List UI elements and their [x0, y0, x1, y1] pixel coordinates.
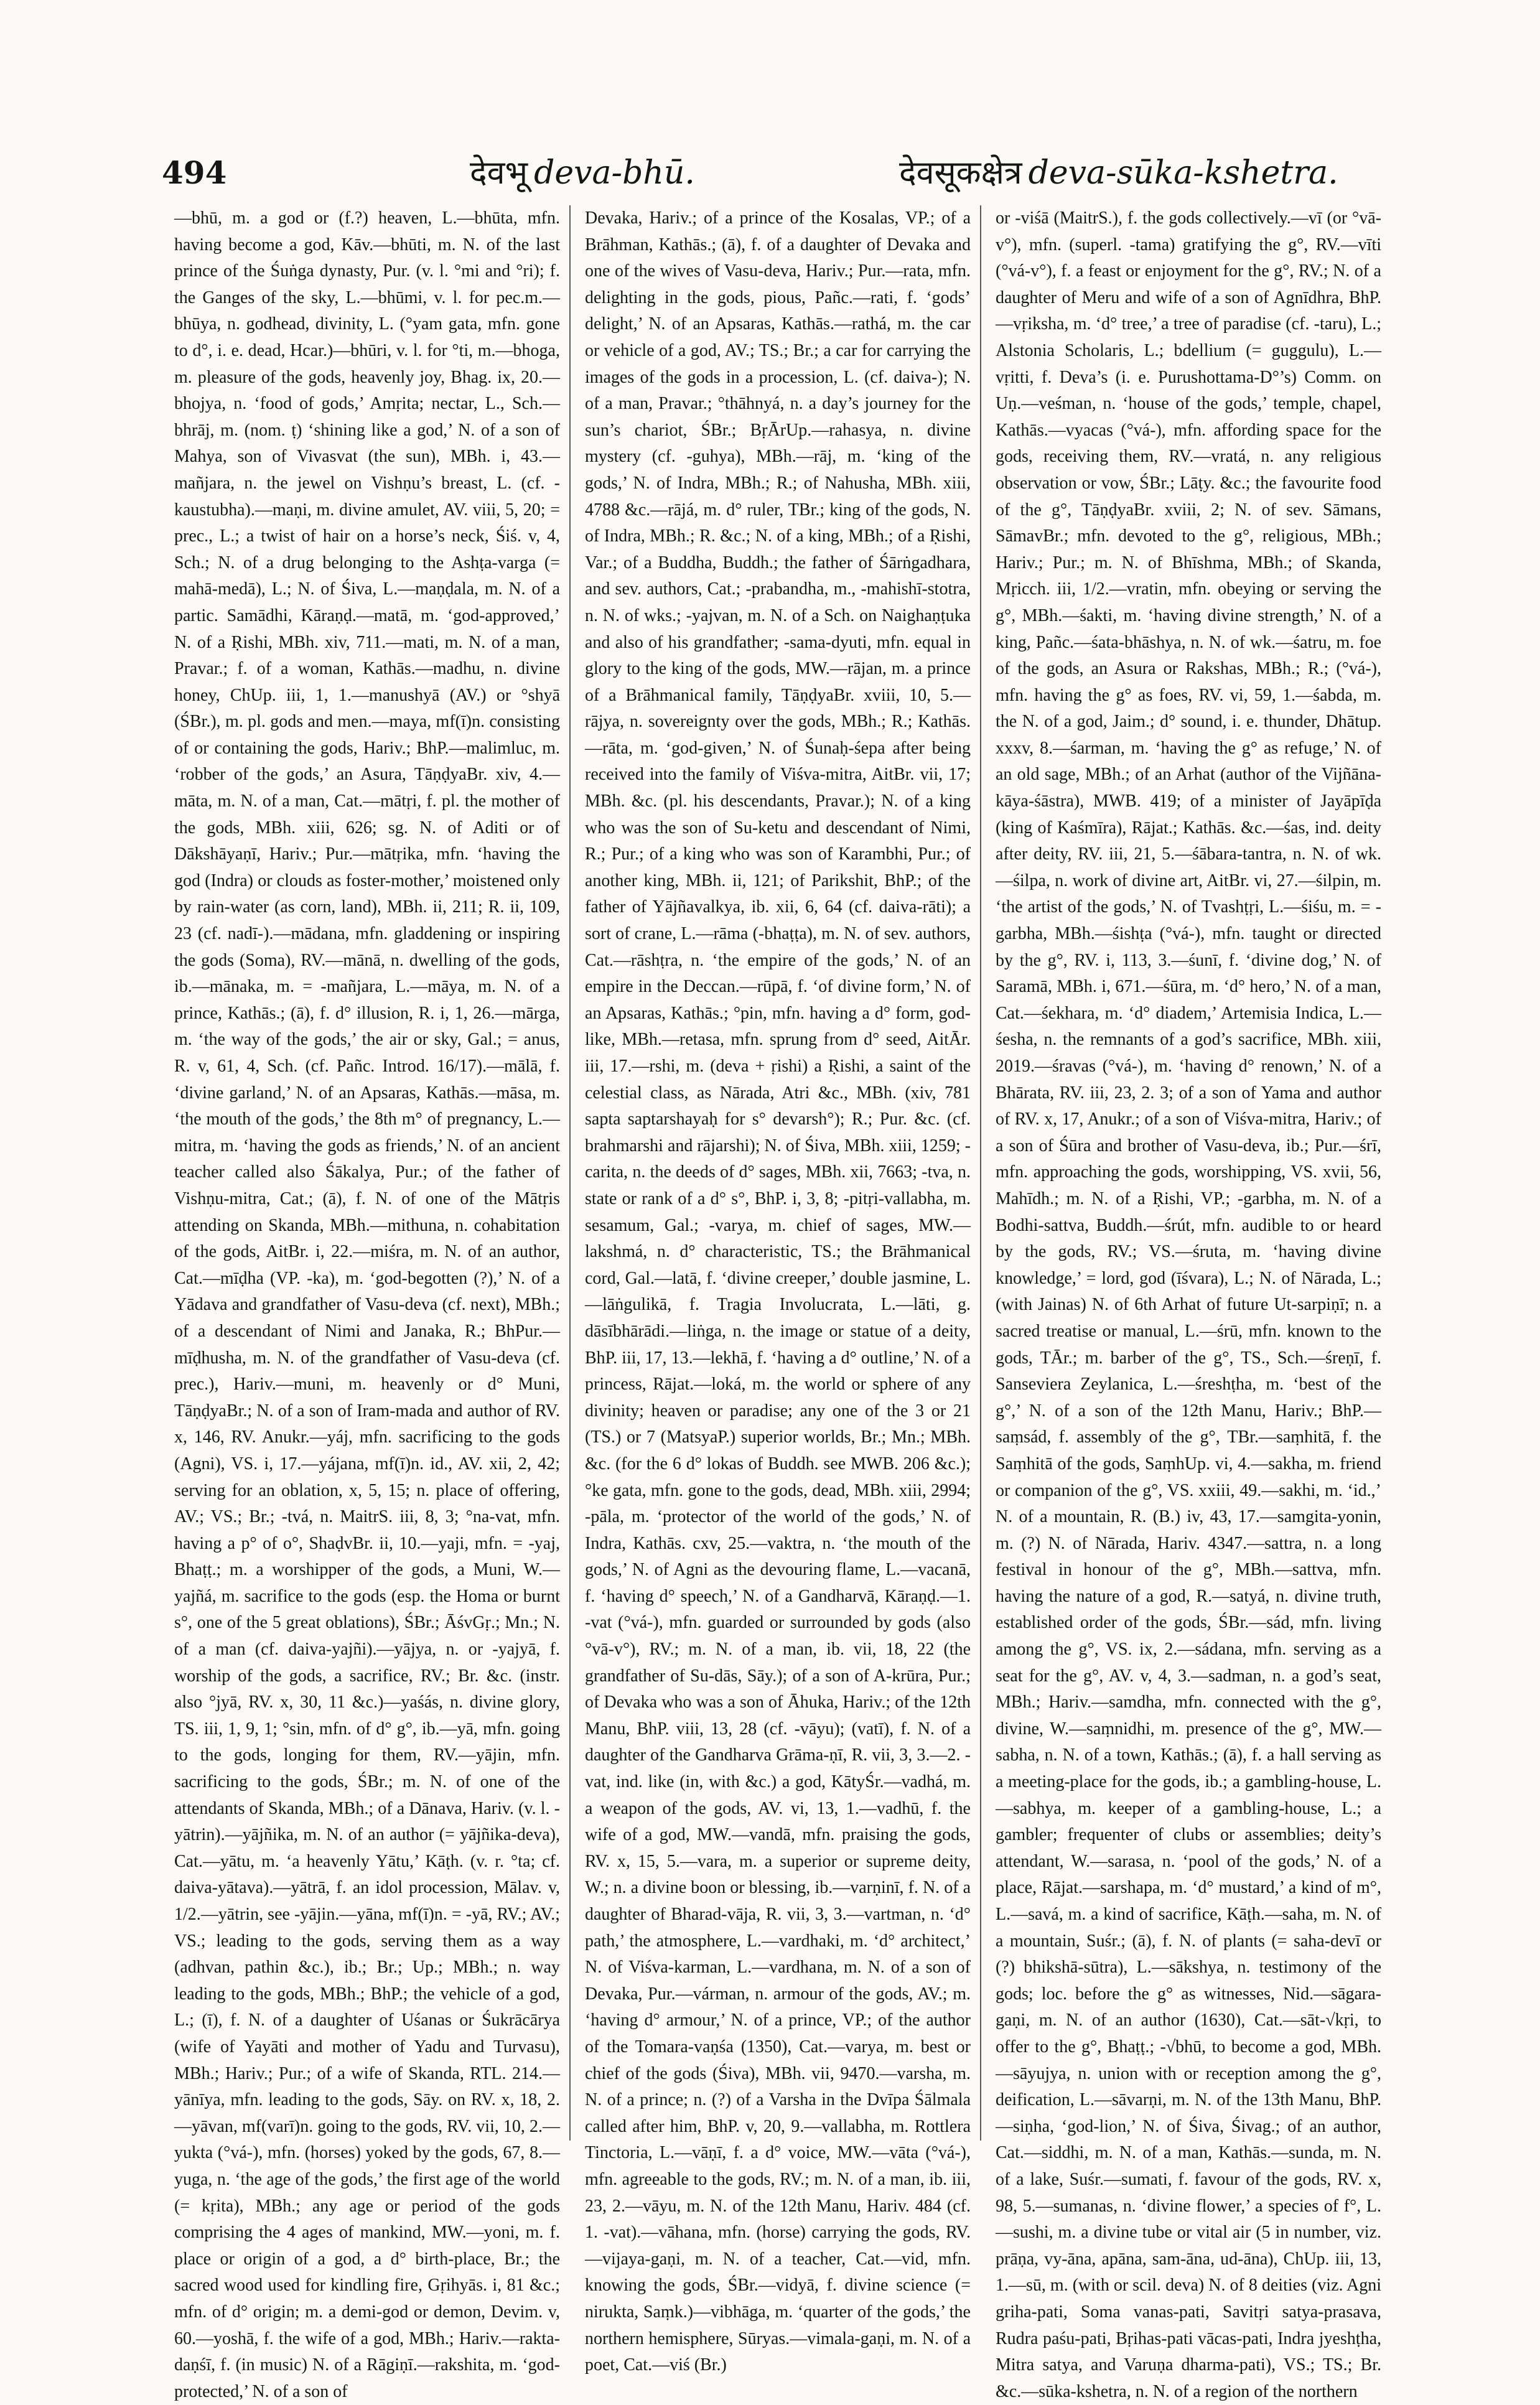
right-running-head	[899, 149, 1338, 194]
page-number: 494	[162, 154, 227, 191]
left-headword-roman: deva-bhū.	[534, 154, 695, 192]
right-headword-devanagari: देवसूकक्षेत्र	[899, 154, 1022, 192]
column-3: or -viśā (MaitrS.), f. the gods collectively.—vī (or °vā-v°), mfn. (superl. -tama) gratifying the g°, RV.—vīti (°vá-v°), f. a feast or enjoyment for the g°, RV.; N. of a daughter of Meru and wife of a son of Agnīdhra, BhP.—vṛiksha, m. ‘d° tree,’ a tree of paradise (cf. -taru), L.; Alstonia Scholaris, L.; bdellium (= guggulu), L.—vṛitti, f. Deva’s (i. e. Purushottama-D°’s) Comm. on Uṇ.—veśman, n. ‘house of the gods,’ temple, chapel, Kathās.—vyacas (°vá-), mfn. affording space for the gods, receiving them, RV.—vratá, n. any religious observation or vow, ŚBr.; Lāṭy. &c.; the favourite food of the g°, TāṇḍyaBr. xviii, 2; N. of sev. Sāmans, SāmavBr.; mfn. devoted to the g°, religious, MBh.; Hariv.; Pur.; m. N. of Bhīshma, MBh.; of Skanda, Mṛicch. iii, 1/2.—vratin, mfn. obeying or serving the g°, MBh.—śakti, m. ‘having divine strength,’ N. of a king, Pañc.—śata-bhāshya, n. N. of wk.—śatru, m. foe of the gods, an Asura or Rakshas, MBh.; R.; (°vá-), mfn. having the g° as foes, RV. vi, 59, 1.—śabda, m. the N. of a god, Jaim.; d° sound, i. e. thunder, Dhātup. xxxv, 8.—śarman, m. ‘having the g° as refuge,’ N. of an old sage, MBh.; of an Arhat (author of the Vijñāna-kāya-śāstra), MWB. 419; of a minister of Jayāpīḍa (king of Kaśmīra), Rājat.; Kathās. &c.—śas, ind. deity after deity, RV. iii, 21, 5.—śābara-tantra, n. N. of wk.—śilpa, n. work of divine art, AitBr. vi, 27.—śilpin, m. ‘the artist of the gods,’ N. of Tvashṭṛi, L.—śiśu, m. = -garbha, MBh.—śishṭa (°vá-), mfn. taught or directed by the g°, RV. i, 113, 3.—śunī, f. ‘divine dog,’ N. of Saramā, MBh. i, 671.—śūra, m. ‘d° hero,’ N. of a man, Cat.—śekhara, m. ‘d° diadem,’ Artemisia Indica, L.—śesha, n. the remnants of a god’s sacrifice, MBh. xiii, 2019.—śravas (°vá-), m. ‘having d° renown,’ N. of a Bhārata, RV. iii, 23, 2. 3; of a son of Yama and author of RV. x, 17, Anukr.; of a son of Viśva-mitra, Hariv.; of a son of Śūra and brother of Vasu-deva, ib.; Pur.—śrī, mfn. approaching the gods, worshipping, VS. xvii, 56, Mahīdh.; m. N. of a Ṛishi, VP.; -garbha, m. N. of a Bodhi-sattva, Buddh.—śrút, mfn. audible to or heard by the gods, RV.; VS.—śruta, m. ‘having divine knowledge,’ = lord, god (īśvara), L.; N. of Nārada, L.; (with Jainas) N. of 6th Arhat of future Ut-sarpiṇī; n. a sacred treatise or manual, L.—śrū, mfn. known to the gods, TĀr.; m. barber of the g°, TS., Sch.—śreṇī, f. Sanseviera Zeylanica, L.—śreshṭha, m. ‘best of the g°,’ N. of a son of the 12th Manu, Hariv.; BhP.—saṃsád, f. assembly of the g°, TBr.—saṃhitā, f. the Saṃhitā of the gods, SaṃhUp. vi, 4.—sakha, m. friend or companion of the g°, VS. xxiii, 49.—sakhi, m. ‘id.,’ N. of a mountain, R. (B.) iv, 43, 17.—samgita-yonin, m. (?) N. of Nārada, Hariv. 4347.—sattra, n. a long festival in honour of the g°, MBh.—sattva, mfn. having the nature of a god, R.—satyá, n. divine truth, established order of the gods, ŚBr.—sád, mfn. living among the g°, VS. ix, 2.—sádana, mfn. serving as a seat for the g°, AV. v, 4, 3.—sadman, n. a god’s seat, MBh.; Hariv.—samdha, mfn. connected with the g°, divine, W.—saṃnidhi, m. presence of the g°, MW.—sabha, n. N. of a town, Kathās.; (ā), f. a hall serving as a meeting-place for the gods, ib.; a gambling-house, L.—sabhya, m. keeper of a gambling-house, L.; a gambler; frequenter of clubs or assemblies; deity’s attendant, W.—sarasa, n. ‘pool of the gods,’ N. of a place, Rājat.—sarshapa, m. ‘d° mustard,’ a kind of m°, L.—savá, m. a kind of sacrifice, Kāṭh.—saha, m. N. of a mountain, Suśr.; (ā), f. N. of plants (= saha-devī or (?) bhikshā-sūtra), L.—sākshya, n. testimony of the gods; loc. before the g° as witnesses, Nid.—sāgara-gaṇi, m. N. of an author (1630), Cat.—sāt-√kṛi, to offer to the g°, Bhaṭṭ.; -√bhū, to become a god, MBh.—sāyujya, n. union with or reception among the g°, deification, L.—sāvarṇi, m. N. of the 13th Manu, BhP.—siṇha, ‘god-lion,’ N. of Śiva, Śivag.; of an author, Cat.—siddhi, m. N. of a man, Kathās.—sunda, m. N. of a lake, Suśr.—sumati, f. favour of the gods, RV. x, 98, 5.—sumanas, n. ‘divine flower,’ a species of f°, L.—sushi, m. a divine tube or vital air (5 in number, viz. prāṇa, vy-āna, apāna, sam-āna, ud-āna), ChUp. iii, 13, 1.—sū, m. (with or scil. deva) N. of 8 deities (viz. Agni griha-pati, Soma vanas-pati, Savitṛi satya-prasava, Rudra paśu-pati, Bṛihas-pati vācas-pati, Indra jyeshṭha, Mitra satya, and Varuṇa dharma-pati), VS.; TS.; Br. &c.—sūka-kshetra, n. N. of a region of the northern	[996, 208, 1381, 2401]
column-2: Devaka, Hariv.; of a prince of the Kosalas, VP.; of a Brāhman, Kathās.; (ā), f. of a daughter of Devaka and one of the wives of Vasu-deva, Hariv.; Pur.—rata, mfn. delighting in the gods, pious, Pañc.—rati, f. ‘gods’ delight,’ N. of an Apsaras, Kathās.—rathá, m. the car or vehicle of a god, AV.; TS.; Br.; a car for carrying the images of the gods in a procession, L. (cf. daiva-); N. of a man, Pravar.; °thāhnyá, n. a day’s journey for the sun’s chariot, ŚBr.; BṛĀrUp.—rahasya, n. divine mystery (cf. -guhya), MBh.—rāj, m. ‘king of the gods,’ N. of Indra, MBh.; R.; of Nahusha, MBh. xiii, 4788 &c.—rājá, m. d° ruler, TBr.; king of the gods, N. of Indra, MBh.; R. &c.; N. of a king, MBh.; of a Ṛishi, Var.; of a Buddha, Buddh.; the father of Śārṅgadhara, and sev. authors, Cat.; -prabandha, m., -mahishī-stotra, n. N. of wks.; -yajvan, m. N. of a Sch. on Naighaṇṭuka and also of his grandfather; -sama-dyuti, mfn. equal in glory to the king of the gods, MW.—rājan, m. a prince of a Brāhmanical family, TāṇḍyaBr. xviii, 10, 5.—rājya, n. sovereignty over the gods, MBh.; R.; Kathās.—rāta, m. ‘god-given,’ N. of Śunaḥ-śepa after being received into the family of Viśva-mitra, AitBr. vii, 17; MBh. &c. (pl. his descendants, Pravar.); N. of a king who was the son of Su-ketu and descendant of Nimi, R.; Pur.; of a king who was son of Karambhi, Pur.; of another king, MBh. ii, 121; of Parikshit, BhP.; of the father of Yājñavalkya, ib. xii, 6, 64 (cf. daiva-rāti); a sort of crane, L.—rāma (-bhaṭṭa), m. N. of sev. authors, Cat.—rāshṭra, n. ‘the empire of the gods,’ N. of an empire in the Deccan.—rūpā, f. ‘of divine form,’ N. of an Apsaras, Kathās.; °pin, mfn. having a d° form, god-like, MBh.—retasa, mfn. sprung from d° seed, AitĀr. iii, 17.—rshi, m. (deva + ṛishi) a Ṛishi, a saint of the celestial class, as Nārada, Atri &c., MBh. (xiv, 781 sapta saptarshayaḥ for s° devarsh°); R.; Pur. &c. (cf. brahmarshi and rājarshi); N. of Śiva, MBh. xiii, 1259; -carita, n. the deeds of d° sages, MBh. xii, 7663; -tva, n. state or rank of a d° s°, BhP. i, 3, 8; -pitṛi-vallabha, m. sesamum, Gal.; -varya, m. chief of sages, MW.—lakshmá, n. d° characteristic, TS.; the Brāhmanical cord, Gal.—latā, f. ‘divine creeper,’ double jasmine, L.—lāṅgulikā, f. Tragia Involucrata, L.—lāti, g. dāsībhārādi.—liṅga, n. the image or statue of a deity, BhP. iii, 17, 13.—lekhā, f. ‘having a d° outline,’ N. of a princess, Rājat.—loká, m. the world or sphere of any divinity; heaven or paradise; any one of the 3 or 21 (TS.) or 7 (MatsyaP.) superior worlds, Br.; Mn.; MBh. &c. (for the 6 d° lokas of Buddh. see MWB. 206 &c.); °ke gata, mfn. gone to the gods, dead, MBh. xiii, 2994; -pāla, m. ‘protector of the world of the gods,’ N. of Indra, Kathās. cxv, 25.—vaktra, n. ‘the mouth of the gods,’ N. of Agni as the devouring flame, L.—vacanā, f. ‘having d° speech,’ N. of a Gandharvā, Kāraṇḍ.—1. -vat (°vá-), mfn. guarded or surrounded by gods (also °vā-v°), RV.; m. N. of a man, ib. vii, 18, 22 (the grandfather of Su-dās, Sāy.); of a son of A-krūra, Pur.; of Devaka who was a son of Āhuka, Hariv.; of the 12th Manu, BhP. viii, 13, 28 (cf. -vāyu); (vatī), f. N. of a daughter of the Gandharva Grāma-ṇī, R. vii, 3, 3.—2. -vat, ind. like (in, with &c.) a god, KātyŚr.—vadhá, m. a weapon of the gods, AV. vi, 13, 1.—vadhū, f. the wife of a god, MW.—vandā, mfn. praising the gods, RV. x, 15, 5.—vara, m. a superior or supreme deity, W.; n. a divine boon or blessing, ib.—varṇinī, f. N. of a daughter of Bharad-vāja, R. vii, 3, 3.—vartman, n. ‘d° path,’ the atmosphere, L.—vardhaki, m. ‘d° architect,’ N. of Viśva-karman, L.—vardhana, m. N. of a son of Devaka, Pur.—várman, n. armour of the gods, AV.; m. ‘having d° armour,’ N. of a prince, VP.; of the author of the Tomara-vaṇśa (1350), Cat.—varya, m. best or chief of the gods (Śiva), MBh. vii, 9470.—varsha, m. N. of a prince; n. (?) of a Varsha in the Dvīpa Śālmala called after him, BhP. v, 20, 9.—vallabha, m. Rottlera Tinctoria, L.—vāṇī, f. a d° voice, MW.—vāta (°vá-), mfn. agreeable to the gods, RV.; m. N. of a man, ib. iii, 23, 2.—vāyu, m. N. of the 12th Manu, Hariv. 484 (cf. 1. -vat).—vāhana, mfn. (horse) carrying the gods, RV.—vijaya-gaṇi, m. N. of a teacher, Cat.—vid, mfn. knowing the gods, ŚBr.—vidyā, f. divine science (= nirukta, Saṃk.)—vibhāga, m. ‘quarter of the gods,’ the northern hemisphere, Sūryas.—vimala-gaṇi, m. N. of a poet, Cat.—viś (Br.)	[585, 208, 971, 2375]
column-1: —bhū, m. a god or (f.?) heaven, L.—bhūta, mfn. having become a god, Kāv.—bhūti, m. N. of the last prince of the Śuṅga dynasty, Pur. (v. l. °mi and °ri); f. the Ganges of the sky, L.—bhūmi, v. l. for pec.m.—bhūya, n. godhead, divinity, L. (°yam gata, mfn. gone to d°, i. e. dead, Hcar.)—bhūri, v. l. for °ti, m.—bhoga, m. pleasure of the gods, heavenly joy, Bhag. ix, 20.—bhojya, n. ‘food of gods,’ Amṛita; nectar, L., Sch.—bhrāj, m. (nom. ṭ) ‘shining like a god,’ N. of a son of Mahya, son of Vivasvat (the sun), MBh. i, 43.—mañjara, n. the jewel on Vishṇu’s breast, L. (cf. -kaustubha).—maṇi, m. divine amulet, AV. viii, 5, 20; = prec., L.; a twist of hair on a horse’s neck, Śiś. v, 4, Sch.; N. of a drug belonging to the Ashṭa-varga (= mahā-medā), L.; N. of Śiva, L.—maṇḍala, m. N. of a partic. Samādhi, Kāraṇḍ.—matā, m. ‘god-approved,’ N. of a Ṛishi, MBh. xiv, 711.—mati, m. N. of a man, Pravar.; f. of a woman, Kathās.—madhu, n. divine honey, ChUp. iii, 1, 1.—manushyā (AV.) or °shyā (ŚBr.), m. pl. gods and men.—maya, mf(ī)n. consisting of or containing the gods, Hariv.; BhP.—malimluc, m. ‘robber of the gods,’ an Asura, TāṇḍyaBr. xiv, 4.—māta, m. N. of a man, Cat.—mātṛi, f. pl. the mother of the gods, MBh. xiii, 626; sg. N. of Aditi or of Dākshāyaṇī, Hariv.; Pur.—mātṛika, mfn. ‘having the god (Indra) or clouds as foster-mother,’ moistened only by rain-water (as corn, land), MBh. ii, 211; R. ii, 109, 23 (cf. nadī-).—mādana, mfn. gladdening or inspiring the gods (Soma), RV.—mānā, n. dwelling of the gods, ib.—mānaka, m. = -mañjara, L.—māya, m. N. of a prince, Kathās.; (ā), f. d° illusion, R. i, 1, 26.—mārga, m. ‘the way of the gods,’ the air or sky, Gal.; = anus, R. v, 61, 4, Sch. (cf. Pañc. Introd. 16/17).—mālā, f. ‘divine garland,’ N. of an Apsaras, Kathās.—māsa, m. ‘the mouth of the gods,’ the 8th m° of pregnancy, L.—mitra, m. ‘having the gods as friends,’ N. of an ancient teacher called also Śākalya, Pur.; of the father of Vishṇu-mitra, Cat.; (ā), f. N. of one of the Mātṛis attending on Skanda, MBh.—mithuna, n. cohabitation of the gods, AitBr. i, 22.—miśra, m. N. of an author, Cat.—mīḍha (VP. -ka), m. ‘god-begotten (?),’ N. of a Yādava and grandfather of Vasu-deva (cf. next), MBh.; of a descendant of Nimi and Janaka, R.; BhPur.—mīḍhusha, m. N. of the grandfather of Vasu-deva (cf. prec.), Hariv.—muni, m. heavenly or d° Muni, TāṇḍyaBr.; N. of a son of Iram-mada and author of RV. x, 146, RV. Anukr.—yáj, mfn. sacrificing to the gods (Agni), VS. i, 17.—yájana, mf(ī)n. id., AV. xii, 2, 42; serving for an oblation, x, 5, 15; n. place of offering, AV.; VS.; Br.; -tvá, n. MaitrS. iii, 8, 3; °na-vat, mfn. having a p° of o°, ShaḍvBr. ii, 10.—yaji, mfn. = -yaj, Bhaṭṭ.; m. a worshipper of the gods, a Muni, W.—yajñá, m. sacrifice to the gods (esp. the Homa or burnt s°, one of the 5 great oblations), ŚBr.; ĀśvGṛ.; Mn.; N. of a man (cf. daiva-yajñi).—yājya, n. or -yajyā, f. worship of the gods, a sacrifice, RV.; Br. &c. (instr. also °jyā, RV. x, 30, 11 &c.)—yaśás, n. divine glory, TS. iii, 1, 9, 1; °sin, mfn. of d° g°, ib.—yā, mfn. going to the gods, longing for them, RV.—yājin, mfn. sacrificing to the gods, ŚBr.; m. N. of one of the attendants of Skanda, MBh.; of a Dānava, Hariv. (v. l. -yātrin).—yājñika, m. N. of an author (= yājñika-deva), Cat.—yātu, m. ‘a heavenly Yātu,’ Kāṭh. (v. r. °ta; cf. daiva-yātava).—yātrā, f. an idol procession, Mālav. v, 1/2.—yātrin, see -yājin.—yāna, mf(ī)n. = -yā, RV.; AV.; VS.; leading to the gods, serving them as a way (adhvan, pathin &c.), ib.; Br.; Up.; MBh.; n. way leading to the gods, MBh.; BhP.; the vehicle of a god, L.; (ī), f. N. of a daughter of Uśanas or Śukrācārya (wife of Yayāti and mother of Yadu and Turvasu), MBh.; Hariv.; Pur.; of a wife of Skanda, RTL. 214.—yānīya, mfn. leading to the gods, Sāy. on RV. x, 18, 2.—yāvan, mf(varī)n. going to the gods, RV. vii, 10, 2.—yukta (°vá-), mfn. (horses) yoked by the gods, 67, 8.—yuga, n. ‘the age of the gods,’ the first age of the world (= kṛita), MBh.; any age or period of the gods comprising the 4 ages of mankind, MW.—yoni, m. f. place or origin of a god, a d° birth-place, Br.; the sacred wood used for kindling fire, Gṛihyās. i, 81 &c.; mfn. of d° origin; m. a demi-god or demon, Devim. v, 60.—yoshā, f. the wife of a god, MBh.; Hariv.—rakta-daṇśī, f. (in music) N. of a Rāgiṇī.—rakshita, m. ‘god-protected,’ N. of a son of	[174, 208, 560, 2401]
left-headword-devanagari: देवभू	[470, 154, 528, 192]
right-headword-roman: deva-sūka-kshetra.	[1028, 154, 1338, 192]
page-header	[162, 143, 1375, 212]
dictionary-columns	[174, 205, 1381, 2401]
left-running-head	[470, 149, 695, 194]
